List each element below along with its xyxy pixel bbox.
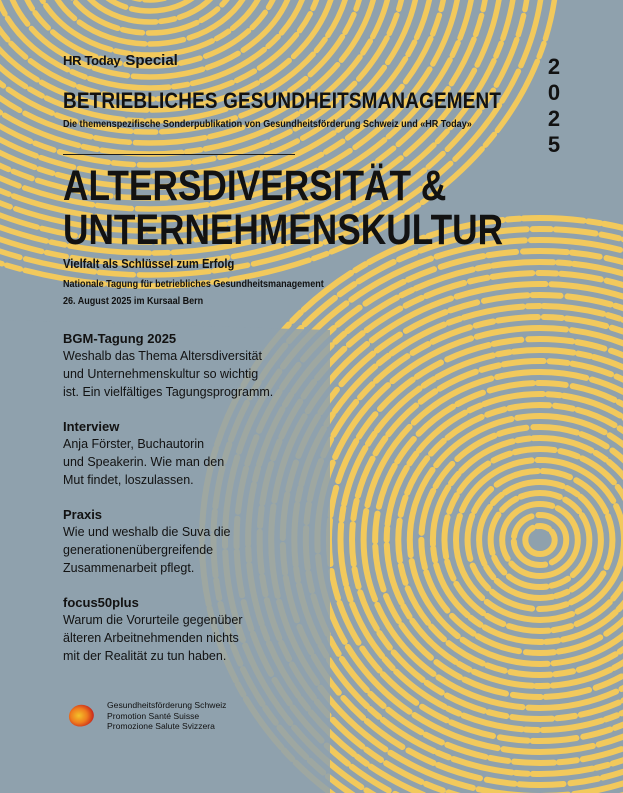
- contents-item: [63, 594, 323, 665]
- category-title: BETRIEBLICHES GESUNDHEITSMANAGEMENT: [63, 88, 502, 113]
- contents-text: Wie und weshalb die Suva die generationenübergreifende Zusammenarbeit pflegt.: [63, 525, 231, 575]
- brand-special-label: Special: [125, 52, 178, 69]
- brand-logo: [63, 52, 178, 69]
- fingerprint-ridge: [514, 515, 567, 565]
- organization-name-de: Gesundheitsförderung Schweiz: [107, 700, 227, 710]
- year-digit: 0: [547, 80, 561, 105]
- headline: [63, 164, 503, 252]
- event-date: 26. August 2025 im Kursaal Bern: [63, 295, 204, 307]
- event-name: Nationale Tagung für betriebliches Gesundheitsmanagement: [63, 278, 324, 290]
- year-digit: 2: [547, 106, 561, 131]
- headline-subtitle: Vielfalt als Schlüssel zum Erfolg: [63, 256, 235, 271]
- organization-names: [107, 700, 226, 732]
- year-vertical: [547, 54, 561, 158]
- contents-text: Weshalb das Thema Altersdiversität und Unternehmenskultur so wichtig ist. Ein vielfältiges Tagungsprogramm.: [63, 349, 274, 399]
- organization-name-it: Promozione Salute Svizzera: [107, 721, 215, 731]
- contents-list: [63, 330, 323, 682]
- contents-item: [63, 418, 323, 489]
- contents-heading: BGM-Tagung 2025: [63, 331, 177, 346]
- divider-rule: [63, 154, 295, 155]
- headline-line-2: UNTERNEHMENSKULTUR: [63, 206, 504, 254]
- fingerprint-ridge: [479, 482, 601, 598]
- event-info: [63, 276, 324, 310]
- headline-line-1: ALTERSDIVERSITÄT &: [63, 162, 447, 210]
- fingerprint-ridge: [491, 493, 590, 587]
- contents-heading: Praxis: [63, 507, 103, 522]
- gesundheitsfoerderung-logo-icon: [64, 699, 100, 731]
- contents-text: Anja Förster, Buchautorin und Speakerin. Wie man den Mut findet, loszulassen.: [63, 437, 225, 487]
- contents-heading: focus50plus: [63, 595, 139, 610]
- fingerprint-ridge: [444, 449, 623, 631]
- contents-heading: Interview: [63, 419, 120, 434]
- contents-item: [63, 506, 323, 577]
- category-subtitle: Die themenspezifische Sonderpublikation von Gesundheitsförderung Schweiz und «HR Today»: [63, 118, 472, 130]
- fingerprint-ridge: [525, 526, 554, 554]
- contents-text: Warum die Vorurteile gegenüber älteren Arbeitnehmenden nichts mit der Realität zu tun haben.: [63, 613, 243, 663]
- organization-name-fr: Promotion Santé Suisse: [107, 710, 200, 721]
- contents-item: [63, 330, 323, 401]
- year-digit: 5: [547, 132, 561, 157]
- year-digit: 2: [547, 54, 561, 79]
- brand-name: HR Today: [63, 53, 121, 68]
